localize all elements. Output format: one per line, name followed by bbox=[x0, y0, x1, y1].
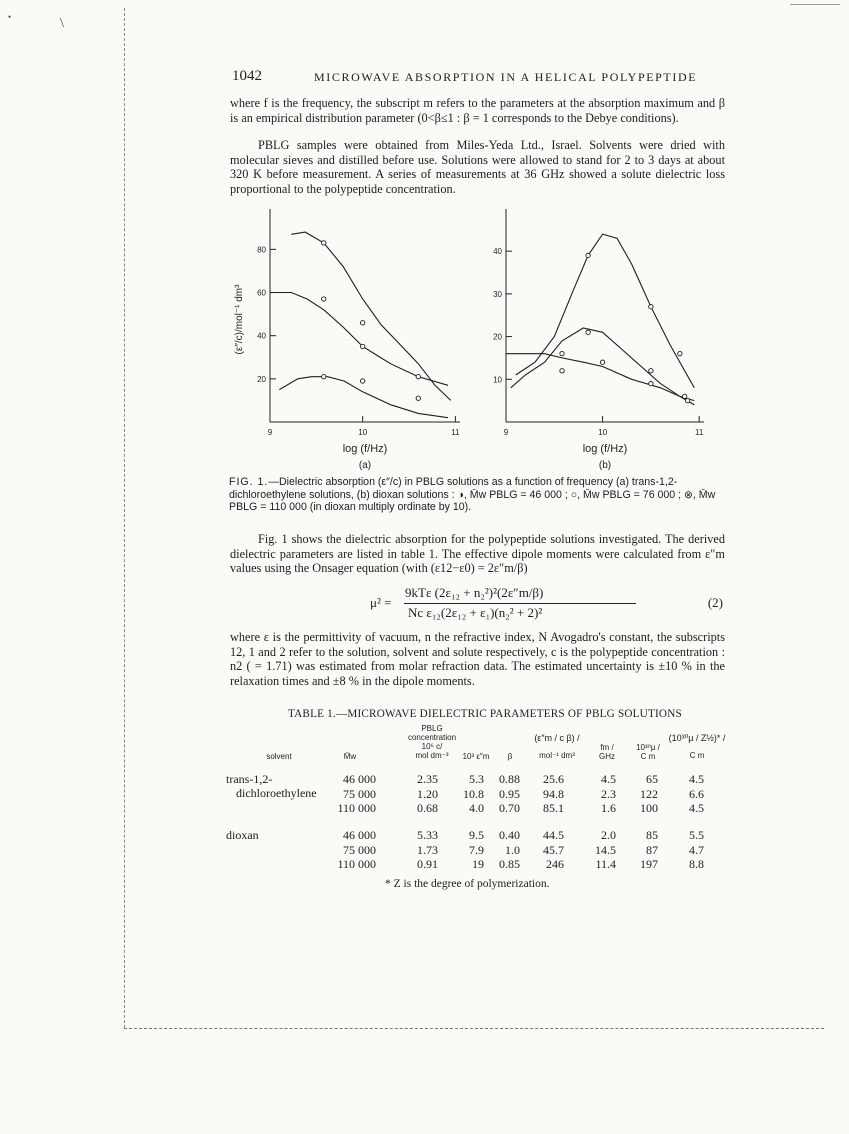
table-cell-mu: 122 bbox=[640, 786, 658, 801]
col-header-conc bbox=[402, 724, 462, 760]
data-point bbox=[586, 253, 590, 257]
data-point bbox=[560, 351, 564, 355]
table-cell-mu: 87 bbox=[646, 842, 658, 857]
table-cell-mu: 65 bbox=[646, 772, 658, 786]
table-cell-conc: 1.73 bbox=[417, 842, 438, 857]
data-point bbox=[649, 304, 653, 308]
table-cell-muz: 4.5 bbox=[689, 801, 704, 815]
x-tick-label: 10 bbox=[598, 428, 608, 437]
solvent-name: dichloroethylene bbox=[236, 786, 317, 800]
col-header-fm-line: fm / bbox=[600, 743, 614, 752]
y-tick-label: 20 bbox=[257, 374, 266, 384]
table-cell-mw: 75 000 bbox=[343, 842, 376, 857]
panel-label: (b) bbox=[598, 460, 612, 471]
col-header-mu-line: C m bbox=[640, 752, 656, 761]
paragraph: Fig. 1 shows the dielectric absorption for the polypeptide solutions investigated. The derived dielectric parameters are listed in table 1. The effective dipole moments were calculated from ε″m values using the Onsager equation (with (ε12−ε0) = 2ε″m/β) bbox=[230, 532, 725, 576]
table-footnote: * Z is the degree of polymerization. bbox=[385, 878, 550, 890]
col-header-eps: 10³ ε″m bbox=[462, 752, 490, 761]
col-header-mw: M̄w bbox=[343, 752, 357, 761]
table-cell-eps: 7.9 bbox=[469, 842, 484, 857]
table-cell-fm: 11.4 bbox=[595, 857, 616, 871]
y-tick-label: 40 bbox=[257, 331, 266, 341]
chart-panel-b bbox=[484, 205, 724, 475]
table-cell-eps: 9.5 bbox=[469, 828, 484, 842]
table-cell-beta: 0.70 bbox=[499, 801, 520, 815]
scan-edge-top bbox=[790, 4, 840, 5]
table-cell-ratio: 85.1 bbox=[543, 801, 564, 815]
table-cell-ratio: 246 bbox=[546, 857, 564, 871]
table-cell-ratio: 94.8 bbox=[543, 786, 564, 801]
series-line-1 bbox=[276, 293, 448, 386]
x-axis-label: log (f/Hz) bbox=[582, 443, 628, 455]
equation-lhs: μ² = bbox=[370, 595, 392, 610]
table-cell-mu: 100 bbox=[640, 801, 658, 815]
table-cell-eps: 10.8 bbox=[463, 786, 484, 801]
col-header-mu-line: 10³⁰μ / bbox=[636, 743, 660, 752]
page-number: 1042 bbox=[232, 68, 262, 84]
data-point bbox=[322, 374, 326, 378]
chart-b-svg bbox=[484, 205, 724, 475]
table-cell-mw: 75 000 bbox=[343, 786, 376, 801]
table-cell-mw: 46 000 bbox=[343, 828, 376, 842]
x-axis-label: log (f/Hz) bbox=[342, 443, 388, 455]
table-cell-conc: 2.35 bbox=[417, 772, 438, 786]
paragraph: where ε is the permittivity of vacuum, n the refractive index, N Avogadro's constant, the subscripts 12, 1 and 2 refer to the solution, solvent and solute respectively, c is the polypeptide concentration : n2 ( = 1.71) was estimated from molar refraction data. The estimated uncertainty is ±10 % in the relaxation times and ±8 % in the dipole moments. bbox=[230, 630, 725, 688]
table-cell-conc: 5.33 bbox=[417, 828, 438, 842]
x-tick-label: 9 bbox=[503, 428, 509, 437]
x-tick-label: 11 bbox=[451, 428, 460, 437]
data-point bbox=[685, 398, 689, 402]
caption-text: —Dielectric absorption (ε″/c) in PBLG solutions as a function of frequency (a) trans-1,2-dichloroethylene solutions, (b) dioxan solutions : ◑, M̄w PBLG = 46 000 ; ○, M̄w PBLG = 76 000 ; ⊗, M̄w PBLG = 110 000 (in dioxan multiply ordinate by 10). bbox=[229, 476, 716, 514]
y-tick-label: 60 bbox=[257, 288, 266, 298]
col-header-fm-line: GHz bbox=[599, 752, 615, 761]
equation bbox=[340, 584, 725, 624]
y-tick-label: 40 bbox=[493, 247, 502, 257]
table-cell-ratio: 25.6 bbox=[543, 772, 564, 786]
table-cell-mw: 110 000 bbox=[337, 801, 376, 815]
x-tick-label: 11 bbox=[695, 428, 704, 437]
table-cell-eps: 4.0 bbox=[469, 801, 484, 815]
table-cell-ratio: 45.7 bbox=[543, 842, 564, 857]
table-cell-conc: 0.91 bbox=[417, 857, 438, 871]
y-tick-label: 10 bbox=[493, 375, 502, 385]
caption-label: FIG. 1. bbox=[229, 476, 269, 488]
chart-panel-a bbox=[228, 205, 468, 475]
data-point bbox=[360, 379, 364, 383]
table-cell-muz: 4.7 bbox=[689, 842, 704, 857]
table-cell-mu: 197 bbox=[640, 857, 658, 871]
chart-a-svg bbox=[228, 205, 468, 475]
table-cell-fm: 1.6 bbox=[601, 801, 616, 815]
y-tick-label: 30 bbox=[493, 289, 502, 299]
col-header-mu bbox=[626, 743, 670, 761]
data-point bbox=[416, 396, 420, 400]
y-axis-label: (ε″/c)/mol⁻¹ dm³ bbox=[234, 284, 245, 355]
table-cell-muz: 4.5 bbox=[689, 772, 704, 786]
table-cell-fm: 14.5 bbox=[595, 842, 616, 857]
table-cell-beta: 0.88 bbox=[499, 772, 520, 786]
table-cell-conc: 1.20 bbox=[417, 786, 438, 801]
solvent-name: dioxan bbox=[226, 828, 259, 842]
data-point bbox=[682, 394, 686, 398]
series-line-0 bbox=[516, 234, 695, 388]
col-header-conc-line: mol dm⁻³ bbox=[415, 751, 449, 760]
data-point bbox=[322, 297, 326, 301]
x-tick-label: 10 bbox=[358, 428, 368, 437]
fraction-bar bbox=[404, 603, 636, 604]
y-tick-label: 20 bbox=[493, 332, 502, 342]
col-header-ratio-line: (ε″m / c β) / bbox=[534, 733, 580, 743]
table-cell-muz: 6.6 bbox=[689, 786, 704, 801]
panel-label: (a) bbox=[358, 460, 372, 471]
y-tick-label: 80 bbox=[257, 245, 266, 255]
page-header bbox=[232, 68, 722, 88]
figure-caption bbox=[229, 476, 725, 514]
scan-edge-left bbox=[124, 8, 125, 1028]
x-tick-label: 9 bbox=[267, 428, 273, 437]
scan-edge-bottom bbox=[124, 1028, 824, 1029]
data-point bbox=[678, 351, 682, 355]
paragraph: PBLG samples were obtained from Miles-Yeda Ltd., Israel. Solvents were dried with molecular sieves and distilled before use. Solutions were allowed to stand for 2 to 3 days at about 320 K before measurement. A series of measurements at 36 GHz showed a solute dielectric loss proportional to the polypeptide concentration. bbox=[230, 138, 725, 196]
data-point bbox=[560, 369, 564, 373]
table-cell-beta: 0.85 bbox=[499, 857, 520, 871]
running-head: MICROWAVE ABSORPTION IN A HELICAL POLYPEPTIDE bbox=[314, 70, 698, 84]
equation-denominator: Nc ε₁₂(2ε₁₂ + ε₁)(n₂² + 2)² bbox=[408, 605, 543, 620]
table-cell-mu: 85 bbox=[646, 828, 658, 842]
col-header-ratio-line: mol⁻¹ dm³ bbox=[539, 751, 575, 760]
col-header-solvent: solvent bbox=[266, 752, 292, 761]
scan-speck: • bbox=[8, 12, 12, 22]
table-cell-muz: 5.5 bbox=[689, 828, 704, 842]
data-table bbox=[226, 724, 726, 894]
col-header-conc-line: PBLG bbox=[421, 724, 443, 733]
table-cell-fm: 4.5 bbox=[601, 772, 616, 786]
paragraph: where f is the frequency, the subscript m refers to the parameters at the absorption maximum and β is an empirical distribution parameter (0<β≤1 : β = 1 corresponds to the Debye conditions). bbox=[230, 96, 725, 125]
data-point bbox=[322, 241, 326, 245]
table-cell-eps: 5.3 bbox=[469, 772, 484, 786]
series-line-0 bbox=[291, 232, 450, 400]
data-point bbox=[649, 381, 653, 385]
table-cell-eps: 19 bbox=[472, 857, 484, 871]
table-cell-mw: 46 000 bbox=[343, 772, 376, 786]
col-header-muz-line: (10³⁰μ / Z½)* / bbox=[668, 733, 726, 743]
solvent-name: trans-1,2- bbox=[226, 772, 273, 786]
table-cell-beta: 0.40 bbox=[499, 828, 520, 842]
col-header-beta: β bbox=[507, 752, 513, 761]
table-cell-beta: 1.0 bbox=[505, 842, 520, 857]
equation-number: (2) bbox=[707, 595, 723, 610]
table-cell-fm: 2.3 bbox=[601, 786, 616, 801]
data-point bbox=[600, 360, 604, 364]
col-header-ratio bbox=[526, 734, 588, 760]
col-header-conc-line: 10⁶ c/ bbox=[421, 742, 443, 751]
table-title: TABLE 1.—MICROWAVE DIELECTRIC PARAMETERS OF PBLG SOLUTIONS bbox=[288, 708, 682, 720]
col-header-muz bbox=[666, 734, 728, 760]
col-header-conc-line: concentration bbox=[407, 733, 457, 742]
equation-numerator: 9kTε (2ε₁₂ + n₂²)²(2ε″m/β) bbox=[405, 585, 544, 600]
series-line-2 bbox=[506, 354, 694, 401]
table-cell-fm: 2.0 bbox=[601, 828, 616, 842]
scan-speck: \ bbox=[60, 16, 64, 31]
col-header-muz-line: C m bbox=[689, 751, 705, 760]
table-cell-beta: 0.95 bbox=[499, 786, 520, 801]
data-point bbox=[360, 344, 364, 348]
table-cell-ratio: 44.5 bbox=[543, 828, 564, 842]
table-cell-muz: 8.8 bbox=[689, 857, 704, 871]
data-point bbox=[649, 369, 653, 373]
data-point bbox=[586, 330, 590, 334]
data-point bbox=[360, 321, 364, 325]
data-point bbox=[416, 374, 420, 378]
table-cell-mw: 110 000 bbox=[337, 857, 376, 871]
table-cell-conc: 0.68 bbox=[417, 801, 438, 815]
col-header-fm bbox=[592, 743, 622, 761]
